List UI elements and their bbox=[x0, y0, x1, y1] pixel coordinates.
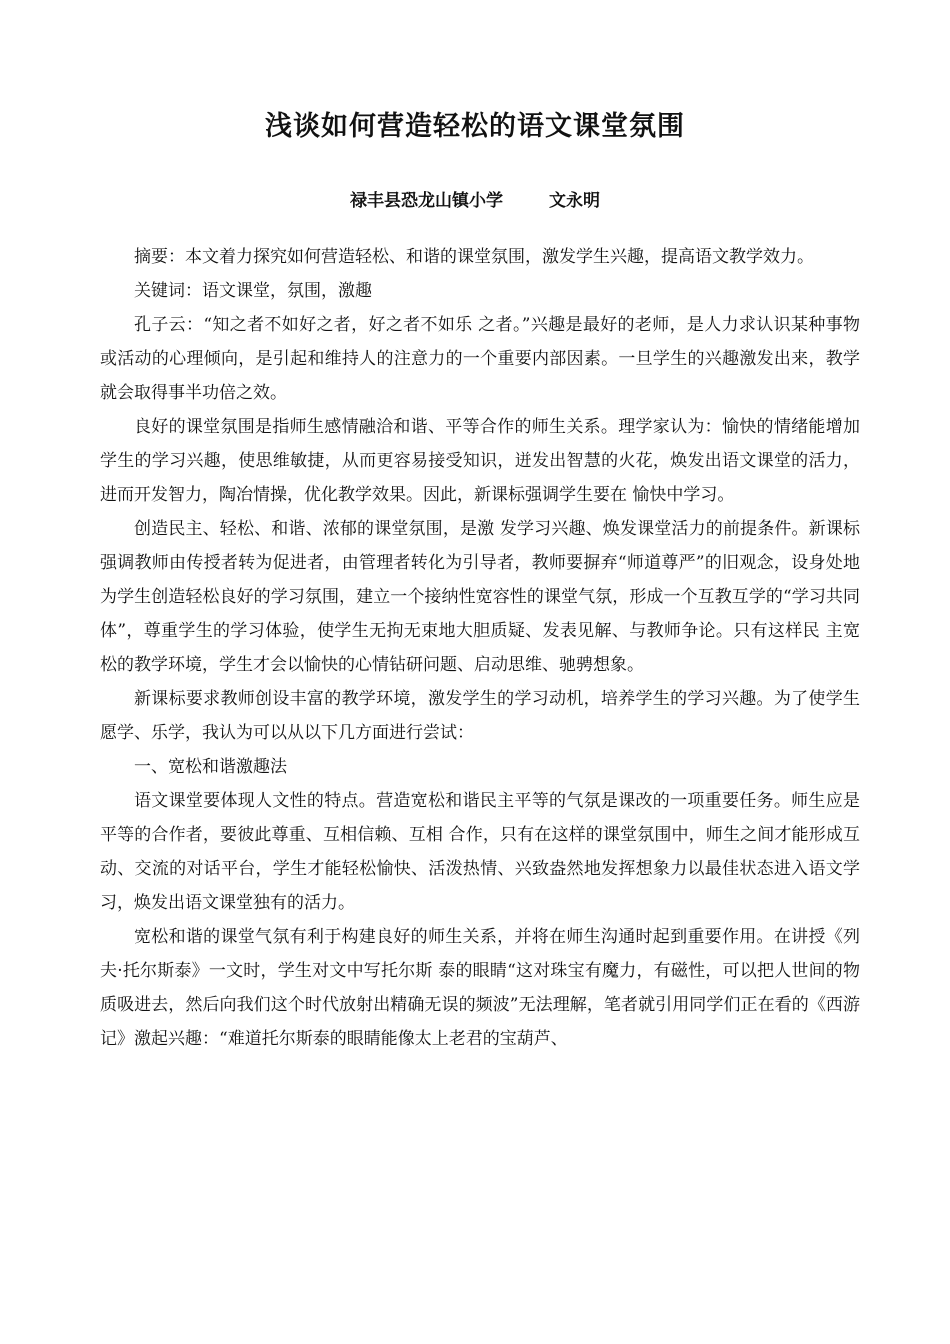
author-school: 禄丰县恐龙山镇小学 bbox=[350, 191, 503, 211]
author-name: 文永明 bbox=[549, 191, 600, 211]
body-paragraph: 新课标要求教师创设丰富的教学环境，激发学生的学习动机，培养学生的学习兴趣。为了使学生愿学、乐学，我认为可以从以下几方面进行尝试： bbox=[100, 689, 860, 743]
document-title: 浅谈如何营造轻松的语文课堂氛围 bbox=[265, 111, 685, 142]
document-body bbox=[100, 240, 860, 1056]
section-heading: 一、宽松和谐激趣法 bbox=[134, 757, 287, 777]
body-paragraph: 语文课堂要体现人文性的特点。营造宽松和谐民主平等的气氛是课改的一项重要任务。师生应是平等的合作者，要彼此尊重、互相信赖、互相 合作，只有在这样的课堂氛围中，师生之间才能形成互动、交流的对话平台，学生才能轻松愉快、活泼热情、兴致盎然地发挥想象力以最佳状态进入语文学习，焕发出语文课堂独有的活力。 bbox=[100, 791, 860, 913]
author-line bbox=[0, 186, 950, 211]
body-paragraph: 宽松和谐的课堂气氛有利于构建良好的师生关系，并将在师生沟通时起到重要作用。在讲授《列夫·托尔斯泰》一文时，学生对文中写托尔斯 泰的眼睛“这对珠宝有魔力，有磁性，可以把人世间的物质吸进去，然后向我们这个时代放射出精确无误的频波”无法理解，笔者就引用同学们正在看的《西游记》激起兴趣：“难道托尔斯泰的眼睛能像太上老君的宝葫芦、 bbox=[100, 927, 860, 1049]
abstract-paragraph: 摘要：本文着力探究如何营造轻松、和谐的课堂氛围，激发学生兴趣，提高语文教学效力。 bbox=[134, 247, 814, 267]
body-paragraph: 良好的课堂氛围是指师生感情融洽和谐、平等合作的师生关系。理学家认为：愉快的情绪能增加学生的学习兴趣，使思维敏捷，从而更容易接受知识，迸发出智慧的火花，焕发出语文课堂的活力，进而开发智力，陶冶情操，优化教学效果。因此，新课标强调学生要在 愉快中学习。 bbox=[100, 417, 860, 505]
body-paragraph: 创造民主、轻松、和谐、浓郁的课堂氛围，是激 发学习兴趣、焕发课堂活力的前提条件。新课标强调教师由传授者转为促进者，由管理者转化为引导者，教师要摒弃“师道尊严”的旧观念，设身处地为学生创造轻松良好的学习氛围，建立一个接纳性宽容性的课堂气氛，形成一个互教互学的“学习共同体”，尊重学生的学习体验，使学生无拘无束地大胆质疑、发表见解、与教师争论。只有这样民 主宽松的教学环境，学生才会以愉快的心情钻研问题、启动思维、驰骋想象。 bbox=[100, 519, 860, 675]
keywords-paragraph: 关键词：语文课堂，氛围，激趣 bbox=[134, 281, 372, 301]
body-paragraph: 孔子云：“知之者不如好之者，好之者不如乐 之者。”兴趣是最好的老师，是人力求认识某种事物或活动的心理倾向，是引起和维持人的注意力的一个重要内部因素。一旦学生的兴趣激发出来，教学就会取得事半功倍之效。 bbox=[100, 315, 860, 403]
